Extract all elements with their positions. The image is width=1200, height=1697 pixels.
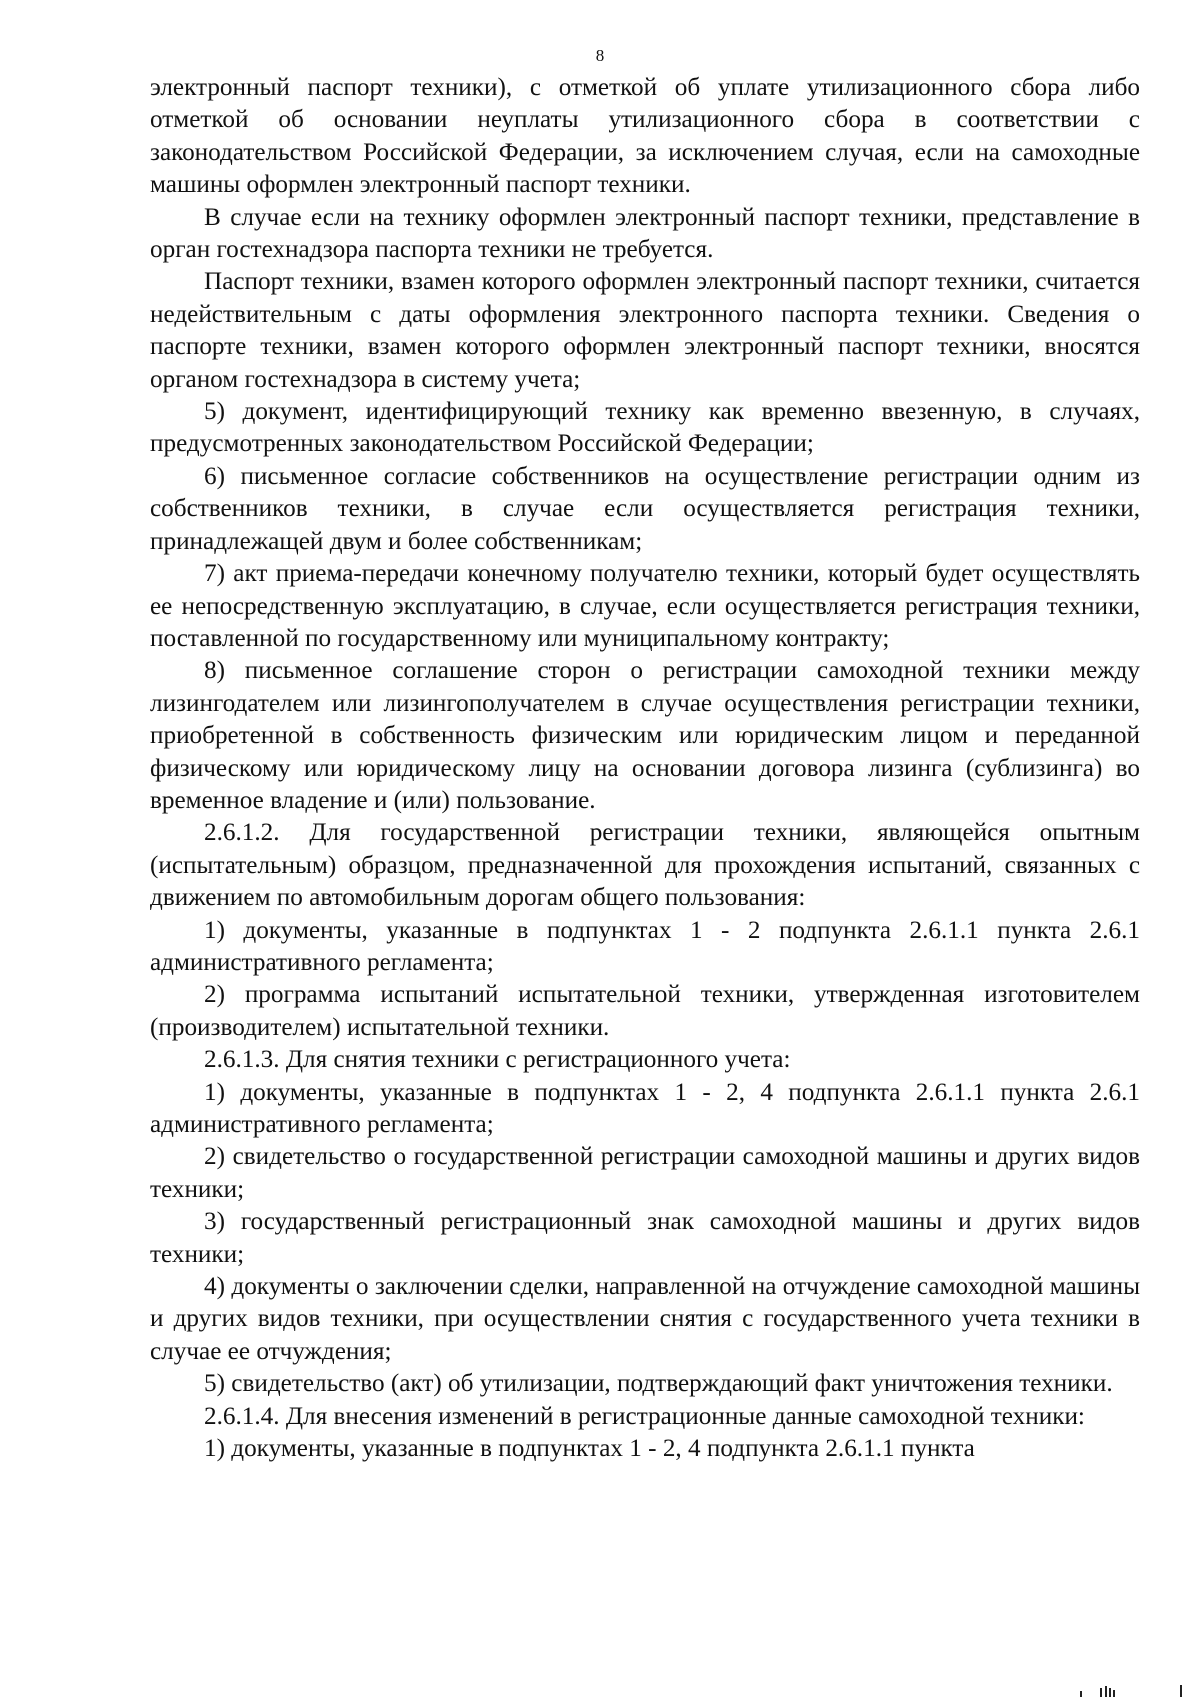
document-body xyxy=(150,72,1140,1465)
list-item: 1) документы, указанные в подпунктах 1 - 2, 4 подпункта 2.6.1.1 пункта 2.6.1 административного регламента; xyxy=(150,1078,1140,1138)
list-item: 1) документы, указанные в подпунктах 1 - 2, 4 подпункта 2.6.1.1 пункта xyxy=(204,1435,975,1463)
list-item: 5) документ, идентифицирующий технику как временно ввезенную, в случаях, предусмотренных законодательством Российской Федерации; xyxy=(150,398,1140,458)
list-item: 3) государственный регистрационный знак самоходной машины и других видов техники; xyxy=(150,1208,1140,1268)
page-number: 8 xyxy=(595,46,605,65)
scan-artifact-marks xyxy=(1080,1684,1190,1697)
list-item: 4) документы о заключении сделки, направленной на отчуждение самоходной машины и других видов техники, при осуществлении снятия с государственного учета техники в случае ее отчуждения; xyxy=(150,1273,1140,1365)
list-item: 6) письменное согласие собственников на осуществление регистрации одним из собственников техники, в случае если осуществляется регистрация техники, принадлежащей двум и более собственникам; xyxy=(150,462,1140,555)
paragraph: Паспорт техники, взамен которого оформлен электронный паспорт техники, считается недействительным с даты оформления электронного паспорта техники. Сведения о паспорте техники, взамен которого оформлен электронный паспорт техники, вносятся органом гостехнадзора в систему учета; xyxy=(150,268,1140,393)
list-item: 2) свидетельство о государственной регистрации самоходной машины и других видов техники; xyxy=(150,1143,1140,1203)
list-item: 1) документы, указанные в подпунктах 1 - 2 подпункта 2.6.1.1 пункта 2.6.1 административного регламента; xyxy=(150,916,1140,976)
section-heading-paragraph: 2.6.1.3. Для снятия техники с регистрационного учета: xyxy=(204,1046,791,1074)
paragraph: электронный паспорт техники), с отметкой об уплате утилизационного сбора либо отметкой об основании неуплаты утилизационного сбора в соответствии с законодательством Российской Федерации, за исключением случая, если на самоходные машины оформлен электронный паспорт техники. xyxy=(150,74,1140,199)
list-item: 8) письменное соглашение сторон о регистрации самоходной техники между лизингодателем или лизингополучателем в случае осуществления регистрации техники, приобретенной в собственность физическим или юридическим лицом и переданной физическому или юридическому лицу на основании договора лизинга (сублизинга) во временное владение и (или) пользование. xyxy=(150,657,1140,814)
section-heading-paragraph: 2.6.1.4. Для внесения изменений в регистрационные данные самоходной техники: xyxy=(204,1402,1085,1430)
list-item: 7) акт приема-передачи конечному получателю техники, который будет осуществлять ее непосредственную эксплуатацию, в случае, если осуществляется регистрация техники, поставленной по государственному или муниципальному контракту; xyxy=(150,560,1140,652)
section-heading-paragraph: 2.6.1.2. Для государственной регистрации техники, являющейся опытным (испытательным) образцом, предназначенной для прохождения испытаний, связанных с движением по автомобильным дорогам общего пользования: xyxy=(150,819,1140,912)
paragraph: В случае если на технику оформлен электронный паспорт техники, представление в орган гостехнадзора паспорта техники не требуется. xyxy=(150,203,1140,264)
list-item: 2) программа испытаний испытательной техники, утвержденная изготовителем (производителем) испытательной техники. xyxy=(150,981,1140,1041)
list-item: 5) свидетельство (акт) об утилизации, подтверждающий факт уничтожения техники. xyxy=(204,1370,1113,1398)
